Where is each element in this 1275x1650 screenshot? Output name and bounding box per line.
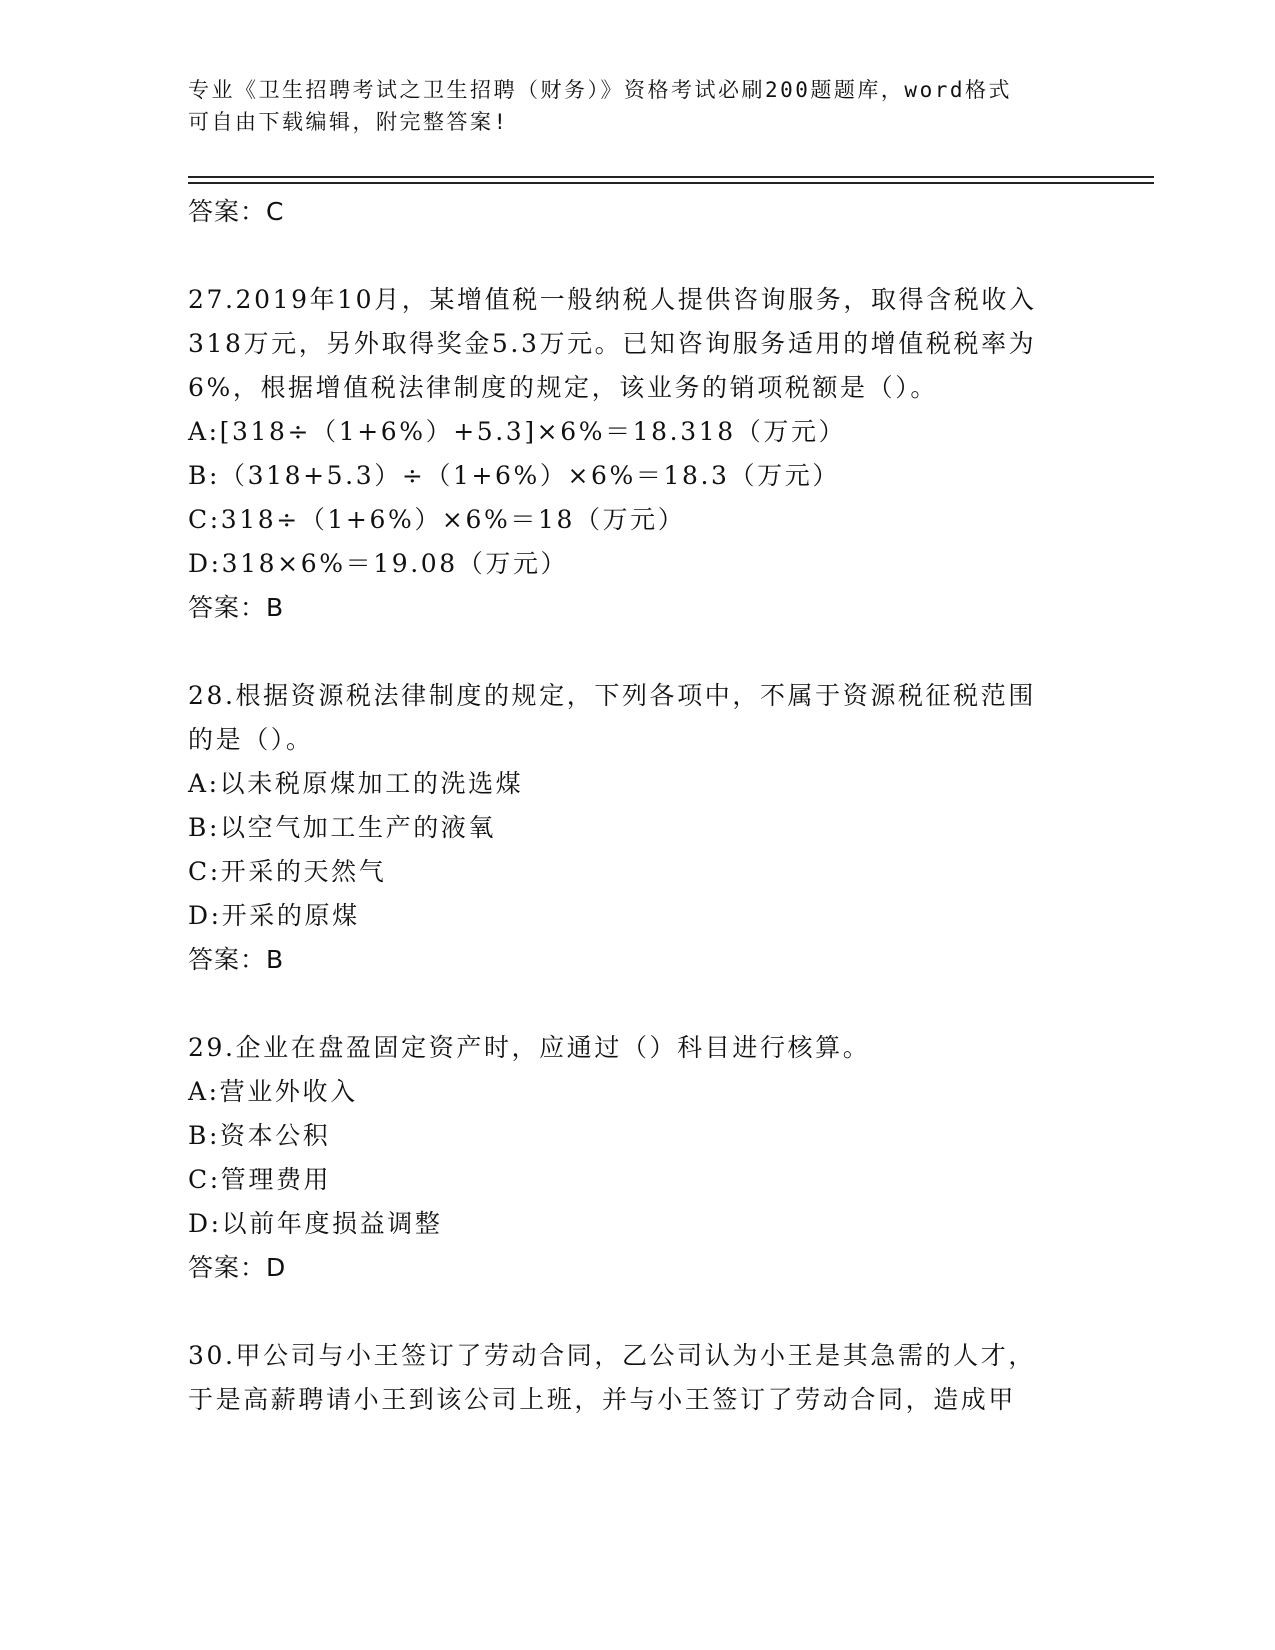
question-29 (188, 1026, 1108, 1290)
question-27 (188, 278, 1108, 630)
question-30-text-2: 于是高薪聘请小王到该公司上班，并与小王签订了劳动合同，造成甲 (188, 1385, 1017, 1414)
header-line-1: 专业《卫生招聘考试之卫生招聘（财务）》资格考试必刷200题题库，word格式 (188, 78, 1012, 102)
question-28-option-b: B:以空气加工生产的液氧 (188, 813, 496, 842)
answer-26: 答案：C (188, 197, 285, 226)
question-30-text-1: 30.甲公司与小王签订了劳动合同，乙公司认为小王是其急需的人才， (188, 1341, 1036, 1370)
question-28 (188, 674, 1108, 982)
answer-27: 答案：B (188, 593, 285, 622)
question-29-option-a: A:营业外收入 (188, 1077, 358, 1106)
question-27-option-a: A:[318÷（1+6%）+5.3]×6%＝18.318（万元） (188, 417, 847, 446)
header-rule-top (188, 176, 1154, 178)
answer-29: 答案：D (188, 1253, 287, 1282)
question-27-text-2: 318万元，另外取得奖金5.3万元。已知咨询服务适用的增值税税率为 (188, 329, 1037, 358)
header-rule-bottom (188, 182, 1154, 184)
question-28-option-c: C:开采的天然气 (188, 857, 387, 886)
question-27-option-b: B:（318+5.3）÷（1+6%）×6%＝18.3（万元） (188, 461, 840, 490)
question-27-text-1: 27.2019年10月，某增值税一般纳税人提供咨询服务，取得含税收入 (188, 285, 1037, 314)
question-28-text-1: 28.根据资源税法律制度的规定，下列各项中，不属于资源税征税范围 (188, 681, 1036, 710)
header-line-2: 可自由下载编辑，附完整答案! (188, 110, 509, 134)
question-28-option-a: A:以未税原煤加工的洗选煤 (188, 769, 524, 798)
question-27-option-c: C:318÷（1+6%）×6%＝18（万元） (188, 505, 686, 534)
question-29-option-b: B:资本公积 (188, 1121, 331, 1150)
question-29-option-c: C:管理费用 (188, 1165, 332, 1194)
question-27-option-d: D:318×6%＝19.08（万元） (188, 549, 569, 578)
question-27-text-3: 6%，根据增值税法律制度的规定，该业务的销项税额是（）。 (188, 373, 938, 402)
question-29-option-d: D:以前年度损益调整 (188, 1209, 443, 1238)
question-28-option-d: D:开采的原煤 (188, 901, 360, 930)
question-30 (188, 1334, 1108, 1422)
answer-28: 答案：B (188, 945, 285, 974)
question-29-text-1: 29.企业在盘盈固定资产时，应通过（）科目进行核算。 (188, 1033, 871, 1062)
document-header (188, 74, 1088, 138)
question-28-text-2: 的是（）。 (188, 725, 314, 754)
question-content (188, 190, 1108, 1422)
